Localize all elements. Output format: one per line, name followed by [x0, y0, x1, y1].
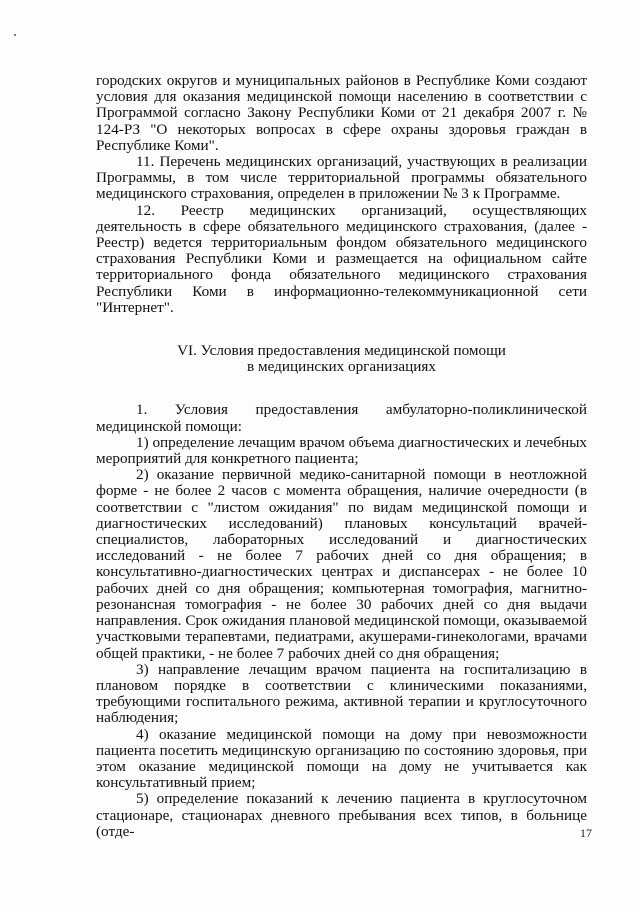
paragraph-continuation: городских округов и муниципальных районов в Республике Коми создают условия для оказания медицинской помощи населению в соответствии с Программой согласно Закону Республики Коми от 21 декабря 2007 г. № 124-РЗ "О некоторых вопросах в сфере охраны здоровья граждан в Республике Коми".: [96, 72, 587, 154]
document-body: [96, 73, 587, 840]
page-number: 17: [580, 826, 592, 840]
paragraph-subitem-3: 3) направление лечащим врачом пациента на госпитализацию в плановом порядке в соответствии с клиническими показаниями, требующими госпитального режима, активной терапии и круглосуточного наблюдения;: [96, 660, 587, 727]
section-heading-line-1: VI. Условия предоставления медицинской помощи: [177, 342, 506, 360]
scan-speck: [14, 34, 16, 36]
paragraph-item-12: 12. Реестр медицинских организаций, осуществляющих деятельность в сфере обязательного медицинского страхования, (далее - Реестр) ведется территориальным фондом обязательного медицинского страхования Республики Коми и размещается на официальном сайте территориального фонда обязательного медицинского страхования Республики Коми в информационно-телекоммуникационной сети "Интернет".: [96, 201, 587, 316]
section-heading-line-2: в медицинских организациях: [247, 358, 436, 376]
spacer: [96, 375, 587, 402]
paragraph-subitem-5: 5) определение показаний к лечению пациента в круглосуточном стационаре, стационарах дневного пребывания всех типов, в больнице (отде-: [96, 790, 587, 840]
paragraph-section-1: 1. Условия предоставления амбулаторно-поликлинической медицинской помощи:: [96, 401, 587, 435]
paragraph-subitem-1: 1) определение лечащим врачом объема диагностических и лечебных мероприятий для конкретного пациента;: [96, 433, 587, 468]
paragraph-subitem-2: 2) оказание первичной медико-санитарной помощи в неотложной форме - не более 2 часов с момента обращения, наличие очередности (в соответствии с "листом ожидания" по видам медицинской помощи и диагностических исследований) плановых консультаций врачей-специалистов, лабораторных исследований и диагностических исследований - не более 7 рабочих дней со дня обращения; в консультативно-диагностических центрах и диспансерах - не более 10 рабочих дней со дня обращения; компьютерная томография, магнитно-резонансная томография - не более 30 рабочих дней со дня выдачи направления. Срок ожидания плановой медицинской помощи, оказываемой участковыми терапевтами, педиатрами, акушерами-гинекологами, врачами общей практики, - не более 7 рабочих дней со дня обращения;: [96, 466, 587, 662]
paragraph-item-11: 11. Перечень медицинских организаций, участвующих в реализации Программы, в том числе территориальной программы обязательного медицинского страхования, определен в приложении № 3 к Программе.: [96, 153, 587, 203]
spacer: [96, 316, 587, 343]
paragraph-subitem-4: 4) оказание медицинской помощи на дому при невозможности пациента посетить медицинскую организацию по состоянию здоровья, при этом оказание медицинской помощи на дому не учитывается как консультативный прием;: [96, 725, 587, 792]
